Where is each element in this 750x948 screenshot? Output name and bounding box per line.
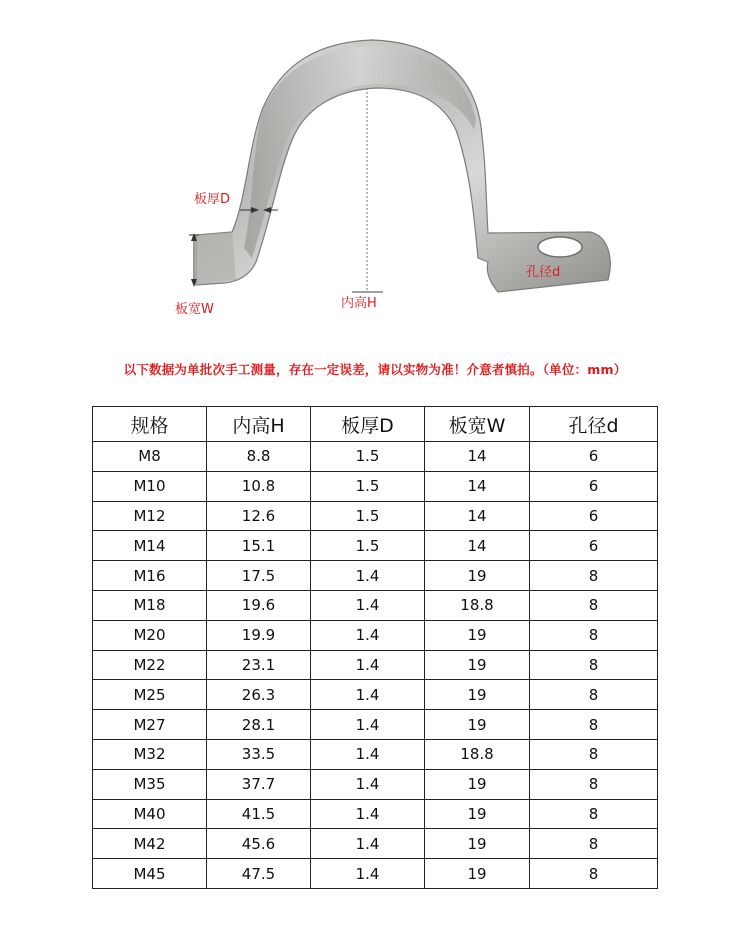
measurement-notice: 以下数据为单批次手工测量，存在一定误差，请以实物为准！介意者慎拍。（单位：mm） — [123, 362, 627, 377]
mounting-hole — [538, 237, 582, 257]
table-cell: 1.5 — [311, 531, 425, 561]
table-cell: 8 — [530, 739, 658, 769]
table-cell: 19.9 — [207, 620, 311, 650]
table-row — [93, 799, 658, 829]
table-cell: 6 — [530, 442, 658, 472]
table-cell: 8 — [530, 650, 658, 680]
table-cell: 19 — [425, 799, 530, 829]
table-cell: M14 — [93, 531, 207, 561]
label-hole-text: 孔径d — [526, 265, 561, 280]
table-cell: 37.7 — [207, 769, 311, 799]
table-cell: 12.6 — [207, 501, 311, 531]
label-inner-height-text: 内高H — [341, 296, 377, 311]
label-hole — [526, 261, 560, 280]
table-row — [93, 829, 658, 859]
table-cell: 14 — [425, 442, 530, 472]
table-cell: M18 — [93, 590, 207, 620]
table-cell: 1.4 — [311, 710, 425, 740]
column-header: 孔径d — [530, 407, 658, 442]
table-cell: M25 — [93, 680, 207, 710]
table-body — [93, 442, 658, 889]
table-cell: 47.5 — [207, 859, 311, 889]
table-cell: 8.8 — [207, 442, 311, 472]
table-cell: 1.4 — [311, 650, 425, 680]
table-cell: 1.4 — [311, 561, 425, 591]
table-row — [93, 620, 658, 650]
table-cell: 19 — [425, 561, 530, 591]
label-thickness — [194, 188, 230, 207]
table-cell: M32 — [93, 739, 207, 769]
table-cell: 1.4 — [311, 680, 425, 710]
table-cell: M16 — [93, 561, 207, 591]
table-cell: 8 — [530, 799, 658, 829]
table-cell: 8 — [530, 769, 658, 799]
table-cell: M20 — [93, 620, 207, 650]
table-cell: 6 — [530, 501, 658, 531]
column-header: 板厚D — [311, 407, 425, 442]
table-cell: M40 — [93, 799, 207, 829]
label-thickness-text: 板厚D — [194, 192, 231, 207]
column-header: 内高H — [207, 407, 311, 442]
table-cell: 8 — [530, 620, 658, 650]
table-cell: 6 — [530, 471, 658, 501]
table-cell: 17.5 — [207, 561, 311, 591]
table-cell: 8 — [530, 590, 658, 620]
table-cell: 15.1 — [207, 531, 311, 561]
table-row — [93, 501, 658, 531]
table-cell: 18.8 — [425, 739, 530, 769]
table-row — [93, 442, 658, 472]
table-cell: 19 — [425, 829, 530, 859]
table-row — [93, 769, 658, 799]
table-cell: 6 — [530, 531, 658, 561]
table-cell: 8 — [530, 859, 658, 889]
table-cell: M12 — [93, 501, 207, 531]
table-row — [93, 859, 658, 889]
table-cell: M42 — [93, 829, 207, 859]
table-cell: 14 — [425, 471, 530, 501]
table-cell: 8 — [530, 829, 658, 859]
label-inner-height — [341, 292, 377, 311]
table-cell: 41.5 — [207, 799, 311, 829]
table-cell: M22 — [93, 650, 207, 680]
product-diagram — [0, 0, 750, 340]
table-cell: 14 — [425, 531, 530, 561]
table-cell: 1.4 — [311, 620, 425, 650]
table-cell: 19 — [425, 680, 530, 710]
table-cell: 1.4 — [311, 859, 425, 889]
table-cell: 45.6 — [207, 829, 311, 859]
table-row — [93, 739, 658, 769]
table-cell: 10.8 — [207, 471, 311, 501]
table-cell: M35 — [93, 769, 207, 799]
table-header-row — [93, 407, 658, 442]
table-cell: 28.1 — [207, 710, 311, 740]
table-cell: 19 — [425, 710, 530, 740]
table-row — [93, 710, 658, 740]
table-cell: M27 — [93, 710, 207, 740]
table-cell: 23.1 — [207, 650, 311, 680]
label-width-text: 板宽W — [175, 302, 214, 317]
table-cell: 8 — [530, 561, 658, 591]
table-cell: 19 — [425, 859, 530, 889]
table-cell: M10 — [93, 471, 207, 501]
spec-table — [92, 406, 658, 889]
table-cell: 1.5 — [311, 471, 425, 501]
table-cell: 18.8 — [425, 590, 530, 620]
table-cell: 19 — [425, 769, 530, 799]
table-cell: 8 — [530, 710, 658, 740]
table-cell: 19.6 — [207, 590, 311, 620]
table-cell: 33.5 — [207, 739, 311, 769]
table-cell: M45 — [93, 859, 207, 889]
table-cell: 1.4 — [311, 739, 425, 769]
table-row — [93, 650, 658, 680]
table-cell: M8 — [93, 442, 207, 472]
table-cell: 14 — [425, 501, 530, 531]
table-cell: 1.4 — [311, 769, 425, 799]
label-width — [175, 298, 214, 317]
table-row — [93, 561, 658, 591]
table-cell: 1.4 — [311, 799, 425, 829]
table-cell: 1.4 — [311, 590, 425, 620]
column-header: 规格 — [93, 407, 207, 442]
table-cell: 1.4 — [311, 829, 425, 859]
table-row — [93, 590, 658, 620]
table-cell: 8 — [530, 680, 658, 710]
table-row — [93, 471, 658, 501]
table-cell: 26.3 — [207, 680, 311, 710]
table-cell: 19 — [425, 650, 530, 680]
column-header: 板宽W — [425, 407, 530, 442]
table-row — [93, 531, 658, 561]
table-cell: 19 — [425, 620, 530, 650]
table-row — [93, 680, 658, 710]
table-cell: 1.5 — [311, 442, 425, 472]
table-cell: 1.5 — [311, 501, 425, 531]
pipe-clamp-illustration — [0, 0, 750, 340]
